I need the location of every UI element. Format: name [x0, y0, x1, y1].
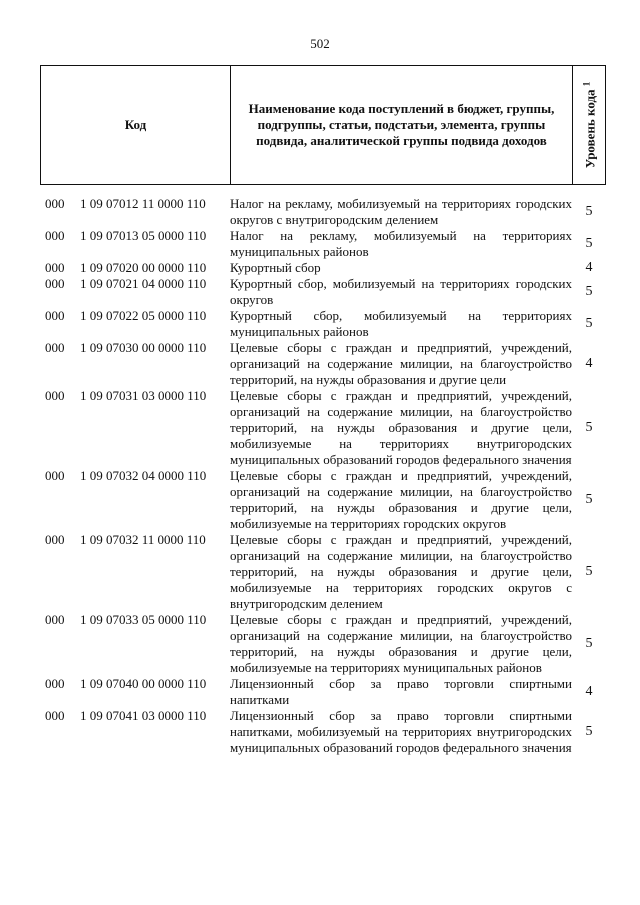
- revenue-code: 1 09 07032 11 0000 110: [80, 532, 206, 547]
- table-row: [40, 260, 606, 276]
- revenue-code: 1 09 07041 03 0000 110: [80, 708, 207, 723]
- code-level: 5: [585, 204, 593, 219]
- code-level: 5: [585, 316, 593, 331]
- admin-code: 000: [45, 708, 65, 723]
- header-level-text: [581, 82, 598, 169]
- code-level: 4: [585, 260, 593, 275]
- admin-code: 000: [45, 676, 65, 691]
- revenue-code: 1 09 07013 05 0000 110: [80, 228, 207, 243]
- revenue-code: 1 09 07032 04 0000 110: [80, 468, 207, 483]
- code-level: 4: [585, 684, 593, 699]
- admin-code: 000: [45, 276, 65, 291]
- revenue-name: Целевые сборы с граждан и предприятий, учреждений, организаций на содержание милиции, на благоустройство территорий, на нужды образования и другие цели, мобилизуемые на территориях городских округов: [230, 468, 572, 531]
- code-level: 5: [585, 636, 593, 651]
- revenue-code: 1 09 07021 04 0000 110: [80, 276, 207, 291]
- table-row: [40, 276, 606, 308]
- table-row: [40, 196, 606, 228]
- admin-code: 000: [45, 228, 65, 243]
- revenue-name: Курортный сбор: [230, 260, 321, 275]
- header-level: [573, 66, 607, 184]
- revenue-name: Целевые сборы с граждан и предприятий, учреждений, организаций на содержание милиции, на благоустройство территорий, на нужды образования и другие цели: [230, 340, 572, 387]
- admin-code: 000: [45, 308, 65, 323]
- admin-code: 000: [45, 260, 65, 275]
- table-row: [40, 676, 606, 708]
- admin-code: 000: [45, 532, 65, 547]
- code-level: 4: [585, 356, 593, 371]
- revenue-name: Лицензионный сбор за право торговли спиртными напитками: [230, 676, 572, 707]
- admin-code: 000: [45, 340, 65, 355]
- revenue-name: Курортный сбор, мобилизуемый на территориях городских округов: [230, 276, 572, 307]
- code-level: 5: [585, 284, 593, 299]
- revenue-name: Целевые сборы с граждан и предприятий, учреждений, организаций на содержание милиции, на благоустройство территорий, на нужды образования и другие цели, мобилизуемые на территориях внутригородских муниципальных образований городов федерального значения: [230, 388, 572, 467]
- revenue-code: 1 09 07031 03 0000 110: [80, 388, 207, 403]
- code-level: 5: [585, 236, 593, 251]
- admin-code: 000: [45, 612, 65, 627]
- table-row: [40, 340, 606, 388]
- revenue-code: 1 09 07030 00 0000 110: [80, 340, 207, 355]
- admin-code: 000: [45, 196, 65, 211]
- header-name: Наименование кода поступлений в бюджет, группы, подгруппы, статьи, подстатьи, элемента, группы подвида, аналитической группы подвида доходов: [231, 66, 573, 184]
- table-row: [40, 612, 606, 676]
- table-row: [40, 308, 606, 340]
- footnote-marker: 1: [581, 81, 592, 87]
- table-body: [40, 196, 606, 756]
- revenue-name: Лицензионный сбор за право торговли спиртными напитками, мобилизуемый на территориях внутригородских муниципальных образований городов федерального значения: [230, 708, 572, 755]
- table-row: [40, 388, 606, 468]
- admin-code: 000: [45, 388, 65, 403]
- code-level: 5: [585, 420, 593, 435]
- header-code: Код: [41, 66, 231, 184]
- revenue-name: Налог на рекламу, мобилизуемый на территориях муниципальных районов: [230, 228, 572, 259]
- revenue-name: Целевые сборы с граждан и предприятий, учреждений, организаций на содержание милиции, на благоустройство территорий, на нужды образования и другие цели, мобилизуемые на территориях городских округов с внутригородским делением: [230, 532, 572, 611]
- revenue-code: 1 09 07012 11 0000 110: [80, 196, 206, 211]
- revenue-name: Целевые сборы с граждан и предприятий, учреждений, организаций на содержание милиции, на благоустройство территорий, на нужды образования и другие цели, мобилизуемые на территориях муниципальных районов: [230, 612, 572, 675]
- page-number: 502: [310, 36, 330, 51]
- code-level: 5: [585, 564, 593, 579]
- table-row: [40, 468, 606, 532]
- admin-code: 000: [45, 468, 65, 483]
- table-row: [40, 532, 606, 612]
- table-row: [40, 708, 606, 756]
- revenue-code: 1 09 07022 05 0000 110: [80, 308, 207, 323]
- revenue-code: 1 09 07040 00 0000 110: [80, 676, 207, 691]
- code-level: 5: [585, 724, 593, 739]
- revenue-code: 1 09 07020 00 0000 110: [80, 260, 207, 275]
- code-level: 5: [585, 492, 593, 507]
- revenue-name: Налог на рекламу, мобилизуемый на территориях городских округов с внутригородским делением: [230, 196, 572, 227]
- revenue-name: Курортный сбор, мобилизуемый на территориях муниципальных районов: [230, 308, 572, 339]
- table-header: [40, 65, 606, 185]
- revenue-code: 1 09 07033 05 0000 110: [80, 612, 207, 627]
- header-level-label: Уровень кода: [582, 89, 598, 169]
- table-row: [40, 228, 606, 260]
